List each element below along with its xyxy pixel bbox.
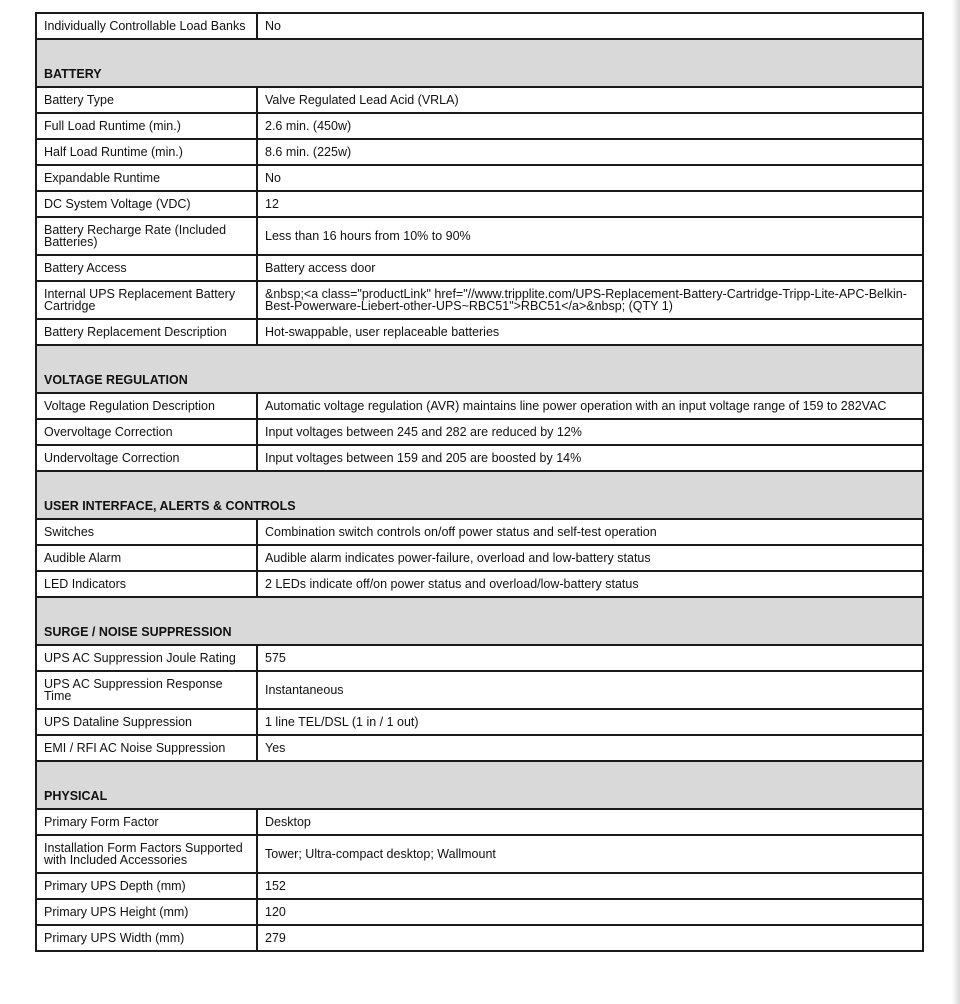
table-row	[36, 571, 923, 597]
section-title: VOLTAGE REGULATION	[36, 345, 923, 393]
table-row	[36, 445, 923, 471]
spec-label: Individually Controllable Load Banks	[36, 13, 257, 39]
spec-label: Primary UPS Height (mm)	[36, 899, 257, 925]
spec-label: EMI / RFI AC Noise Suppression	[36, 735, 257, 761]
spec-value: &nbsp;<a class="productLink" href="//www.tripplite.com/UPS-Replacement-Battery-Cartridge-Tripp-Lite-APC-Belkin-Best-Powerware-Liebert-other-UPS~RBC51">RBC51</a>&nbsp; (QTY 1)	[257, 281, 923, 319]
table-row	[36, 899, 923, 925]
spec-value: Yes	[257, 735, 923, 761]
table-row	[36, 835, 923, 873]
spec-value: Automatic voltage regulation (AVR) maintains line power operation with an input voltage range of 159 to 282VAC	[257, 393, 923, 419]
spec-label: UPS AC Suppression Joule Rating	[36, 645, 257, 671]
spec-value: Valve Regulated Lead Acid (VRLA)	[257, 87, 923, 113]
spec-value: Battery access door	[257, 255, 923, 281]
spec-value: No	[257, 165, 923, 191]
spec-value: 8.6 min. (225w)	[257, 139, 923, 165]
page-edge-shadow	[952, 0, 960, 1004]
spec-label: Half Load Runtime (min.)	[36, 139, 257, 165]
spec-label: Battery Access	[36, 255, 257, 281]
spec-label: Switches	[36, 519, 257, 545]
table-row	[36, 13, 923, 39]
table-row	[36, 393, 923, 419]
spec-label: Primary Form Factor	[36, 809, 257, 835]
table-row	[36, 139, 923, 165]
spec-value: Hot-swappable, user replaceable batteries	[257, 319, 923, 345]
spec-label: Battery Type	[36, 87, 257, 113]
spec-value: 1 line TEL/DSL (1 in / 1 out)	[257, 709, 923, 735]
table-row	[36, 645, 923, 671]
spec-value: 2.6 min. (450w)	[257, 113, 923, 139]
spec-value: Input voltages between 159 and 205 are boosted by 14%	[257, 445, 923, 471]
table-row	[36, 545, 923, 571]
table-row	[36, 255, 923, 281]
spec-label: DC System Voltage (VDC)	[36, 191, 257, 217]
spec-label: Primary UPS Depth (mm)	[36, 873, 257, 899]
spec-label: Primary UPS Width (mm)	[36, 925, 257, 951]
table-row	[36, 735, 923, 761]
spec-label: Undervoltage Correction	[36, 445, 257, 471]
spec-label: Battery Recharge Rate (Included Batteries)	[36, 217, 257, 255]
spec-label: Full Load Runtime (min.)	[36, 113, 257, 139]
spec-label: Internal UPS Replacement Battery Cartridge	[36, 281, 257, 319]
spec-label: Audible Alarm	[36, 545, 257, 571]
spec-label: LED Indicators	[36, 571, 257, 597]
section-title: BATTERY	[36, 39, 923, 87]
table-row	[36, 165, 923, 191]
spec-value: Input voltages between 245 and 282 are reduced by 12%	[257, 419, 923, 445]
section-header-battery	[36, 39, 923, 87]
table-row	[36, 419, 923, 445]
table-row	[36, 671, 923, 709]
spec-value: 152	[257, 873, 923, 899]
section-header-voltage-regulation	[36, 345, 923, 393]
table-row	[36, 319, 923, 345]
table-row	[36, 925, 923, 951]
table-row	[36, 217, 923, 255]
table-row	[36, 873, 923, 899]
table-row	[36, 113, 923, 139]
table-row	[36, 519, 923, 545]
table-row	[36, 709, 923, 735]
spec-value: No	[257, 13, 923, 39]
spec-value: 120	[257, 899, 923, 925]
spec-value: Less than 16 hours from 10% to 90%	[257, 217, 923, 255]
table-row	[36, 809, 923, 835]
spec-value: Audible alarm indicates power-failure, overload and low-battery status	[257, 545, 923, 571]
section-header-physical	[36, 761, 923, 809]
spec-label: UPS AC Suppression Response Time	[36, 671, 257, 709]
table-row	[36, 87, 923, 113]
spec-value: Desktop	[257, 809, 923, 835]
spec-value: 2 LEDs indicate off/on power status and overload/low-battery status	[257, 571, 923, 597]
spec-value: 12	[257, 191, 923, 217]
section-header-surge-noise-suppression	[36, 597, 923, 645]
spec-label: Battery Replacement Description	[36, 319, 257, 345]
table-row	[36, 281, 923, 319]
section-title: SURGE / NOISE SUPPRESSION	[36, 597, 923, 645]
spec-label: Voltage Regulation Description	[36, 393, 257, 419]
spec-label: Overvoltage Correction	[36, 419, 257, 445]
section-title: USER INTERFACE, ALERTS & CONTROLS	[36, 471, 923, 519]
spec-value: Combination switch controls on/off power status and self-test operation	[257, 519, 923, 545]
spec-value: Tower; Ultra-compact desktop; Wallmount	[257, 835, 923, 873]
spec-table	[35, 12, 924, 952]
spec-value: 279	[257, 925, 923, 951]
spec-label: Expandable Runtime	[36, 165, 257, 191]
section-header-user-interface	[36, 471, 923, 519]
spec-label: Installation Form Factors Supported with Included Accessories	[36, 835, 257, 873]
spec-label: UPS Dataline Suppression	[36, 709, 257, 735]
spec-value: Instantaneous	[257, 671, 923, 709]
table-row	[36, 191, 923, 217]
section-title: PHYSICAL	[36, 761, 923, 809]
spec-value: 575	[257, 645, 923, 671]
